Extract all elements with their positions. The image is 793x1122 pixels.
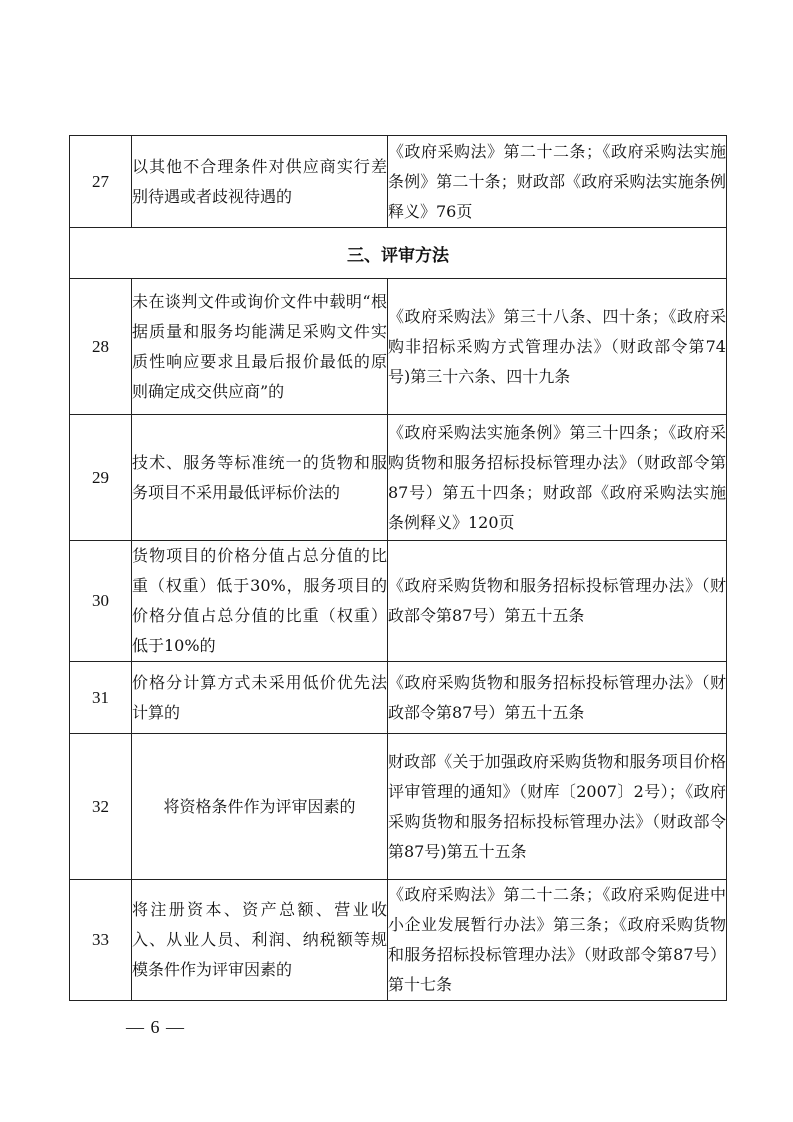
table-row [70,279,727,415]
row-number: 27 [70,136,132,228]
row-number: 30 [70,541,132,662]
basis-cell: 《政府采购法》第二十二条；《政府采购法实施条例》第二十条；财政部《政府采购法实施条例释义》76页 [388,136,727,228]
condition-cell: 将资格条件作为评审因素的 [132,734,388,880]
basis-cell: 《政府采购货物和服务招标投标管理办法》（财政部令第87号）第五十五条 [388,541,727,662]
section-row [70,228,727,279]
basis-cell: 《政府采购法》第三十八条、四十条；《政府采购非招标采购方式管理办法》（财政部令第74号)第三十六条、四十九条 [388,279,727,415]
condition-cell: 货物项目的价格分值占总分值的比重（权重）低于30%，服务项目的价格分值占总分值的比重（权重）低于10%的 [132,541,388,662]
basis-cell: 《政府采购法》第二十二条；《政府采购促进中小企业发展暂行办法》第三条；《政府采购货物和服务招标投标管理办法》（财政部令第87号）第十七条 [388,880,727,1001]
basis-cell: 《政府采购法实施条例》第三十四条；《政府采购货物和服务招标投标管理办法》（财政部令第87号）第五十四条；财政部《政府采购法实施条例释义》120页 [388,415,727,541]
table-row [70,662,727,734]
table-body-part-1 [70,136,727,228]
row-number: 33 [70,880,132,1001]
table-row [70,880,727,1001]
row-number: 29 [70,415,132,541]
regulation-table [69,135,727,1001]
condition-cell: 以其他不合理条件对供应商实行差别待遇或者歧视待遇的 [132,136,388,228]
condition-cell: 未在谈判文件或询价文件中载明“根据质量和服务均能满足采购文件实质性响应要求且最后报价最低的原则确定成交供应商”的 [132,279,388,415]
condition-cell: 将注册资本、资产总额、营业收入、从业人员、利润、纳税额等规模条件作为评审因素的 [132,880,388,1001]
section-header-group [70,228,727,279]
basis-cell: 《政府采购货物和服务招标投标管理办法》（财政部令第87号）第五十五条 [388,662,727,734]
condition-cell: 价格分计算方式未采用低价优先法计算的 [132,662,388,734]
row-number: 28 [70,279,132,415]
row-number: 32 [70,734,132,880]
table-row [70,541,727,662]
row-number: 31 [70,662,132,734]
page-number: — 6 — [126,1017,185,1037]
table-row [70,136,727,228]
section-title: 三、评审方法 [70,228,727,279]
condition-cell: 技术、服务等标准统一的货物和服务项目不采用最低评标价法的 [132,415,388,541]
table-body-part-2 [70,279,727,1001]
table-row [70,415,727,541]
basis-cell: 财政部《关于加强政府采购货物和服务项目价格评审管理的通知》（财库〔2007〕2号）；《政府采购货物和服务招标投标管理办法》（财政部令第87号)第五十五条 [388,734,727,880]
table-row [70,734,727,880]
